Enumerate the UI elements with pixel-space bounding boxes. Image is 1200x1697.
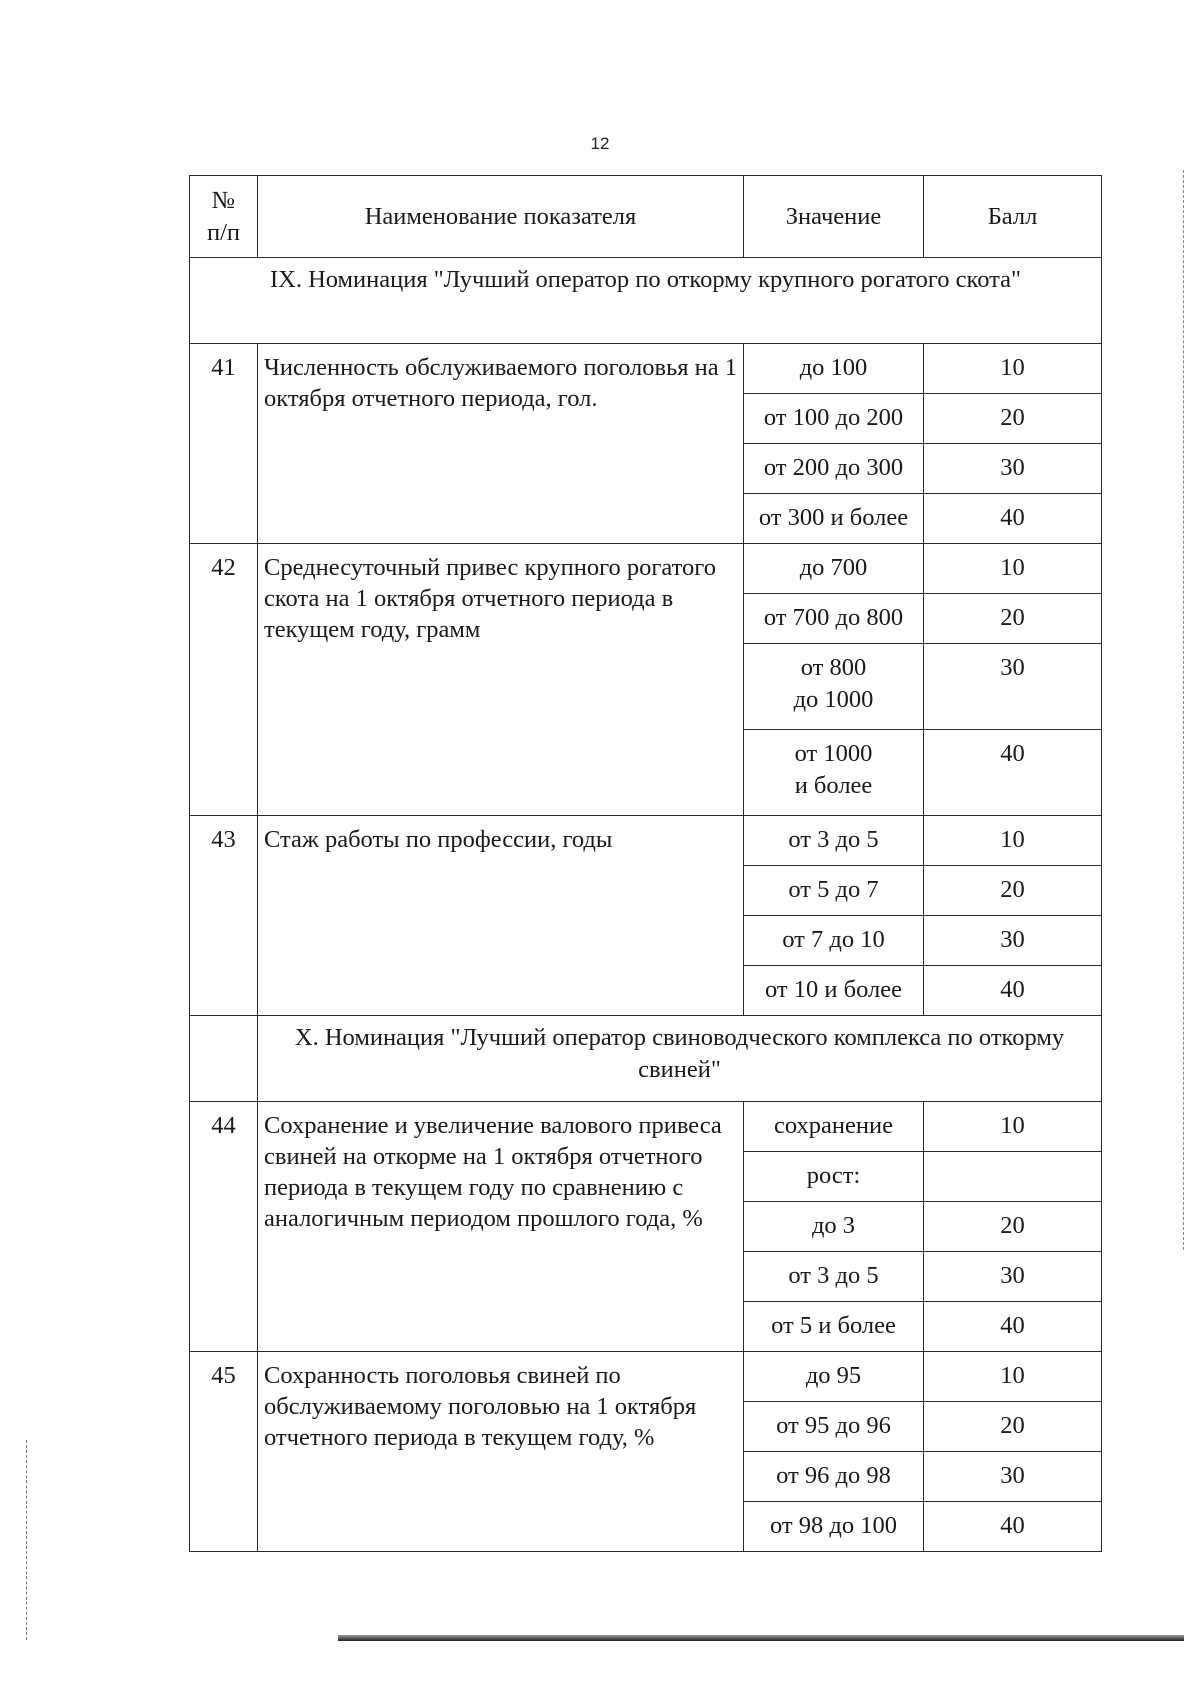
grade-value: от 100 до 200	[744, 394, 924, 444]
grade-points: 30	[924, 916, 1102, 966]
header-value: Значение	[744, 176, 924, 258]
grade-points: 10	[924, 544, 1102, 594]
criteria-table	[189, 175, 1102, 1552]
grade-points: 10	[924, 1352, 1102, 1402]
grade-points: 40	[924, 494, 1102, 544]
grade-value: до 700	[744, 544, 924, 594]
table-header-row	[190, 176, 1102, 258]
grade-value: от 5 и более	[744, 1302, 924, 1352]
header-points: Балл	[924, 176, 1102, 258]
indicator-name: Сохранение и увеличение валового привеса свиней на откорме на 1 октября отчетного периода в текущем году по сравнению с аналогичным периодом прошлого года, %	[258, 1102, 744, 1352]
row-number: 45	[190, 1352, 258, 1552]
table-row	[190, 344, 1102, 394]
indicator-name: Сохранность поголовья свиней по обслуживаемому поголовью на 1 октября отчетного периода в текущем году, %	[258, 1352, 744, 1552]
grade-points: 20	[924, 594, 1102, 644]
grade-value: от 1000 и более	[744, 730, 924, 816]
row-number: 43	[190, 816, 258, 1016]
row-number: 42	[190, 544, 258, 816]
section-title: X. Номинация "Лучший оператор свиноводческого комплекса по откорму свиней"	[258, 1016, 1102, 1102]
grade-points: 30	[924, 1452, 1102, 1502]
grade-value: от 3 до 5	[744, 1252, 924, 1302]
grade-value: от 10 и более	[744, 966, 924, 1016]
grade-value: от 96 до 98	[744, 1452, 924, 1502]
grade-value: от 7 до 10	[744, 916, 924, 966]
grade-value: рост:	[744, 1152, 924, 1202]
section-title: IX. Номинация "Лучший оператор по откорму крупного рогатого скота"	[190, 258, 1102, 344]
grade-value: от 98 до 100	[744, 1502, 924, 1552]
grade-points: 30	[924, 1252, 1102, 1302]
grade-value: до 3	[744, 1202, 924, 1252]
grade-points: 30	[924, 644, 1102, 730]
table-row	[190, 816, 1102, 866]
section-row-x	[190, 1016, 1102, 1102]
grade-value: от 300 и более	[744, 494, 924, 544]
grade-points: 20	[924, 1202, 1102, 1252]
table-row	[190, 1102, 1102, 1152]
indicator-name: Среднесуточный привес крупного рогатого скота на 1 октября отчетного периода в текущем году, грамм	[258, 544, 744, 816]
grade-points: 20	[924, 1402, 1102, 1452]
grade-points	[924, 1152, 1102, 1202]
header-num: № п/п	[190, 176, 258, 258]
grade-value: от 3 до 5	[744, 816, 924, 866]
grade-points: 20	[924, 394, 1102, 444]
grade-value: от 5 до 7	[744, 866, 924, 916]
grade-value: от 700 до 800	[744, 594, 924, 644]
section-empty-cell	[190, 1016, 258, 1102]
table-row	[190, 1352, 1102, 1402]
indicator-name: Численность обслуживаемого поголовья на 1 октября отчетного периода, гол.	[258, 344, 744, 544]
grade-points: 20	[924, 866, 1102, 916]
row-number: 41	[190, 344, 258, 544]
section-row-ix	[190, 258, 1102, 344]
grade-value: сохранение	[744, 1102, 924, 1152]
scan-edge-left	[26, 1440, 28, 1640]
indicator-name: Стаж работы по профессии, годы	[258, 816, 744, 1016]
grade-points: 10	[924, 344, 1102, 394]
table-row	[190, 544, 1102, 594]
grade-points: 40	[924, 966, 1102, 1016]
page-number: 12	[590, 134, 610, 153]
grade-value: от 200 до 300	[744, 444, 924, 494]
header-name: Наименование показателя	[258, 176, 744, 258]
grade-points: 40	[924, 1502, 1102, 1552]
grade-value: до 95	[744, 1352, 924, 1402]
grade-points: 10	[924, 1102, 1102, 1152]
scan-bottom-rule	[338, 1635, 1184, 1641]
grade-value: от 800 до 1000	[744, 644, 924, 730]
scan-edge-right	[1183, 170, 1185, 1250]
grade-points: 40	[924, 730, 1102, 816]
grade-points: 30	[924, 444, 1102, 494]
grade-value: до 100	[744, 344, 924, 394]
grade-points: 40	[924, 1302, 1102, 1352]
grade-value: от 95 до 96	[744, 1402, 924, 1452]
row-number: 44	[190, 1102, 258, 1352]
grade-points: 10	[924, 816, 1102, 866]
